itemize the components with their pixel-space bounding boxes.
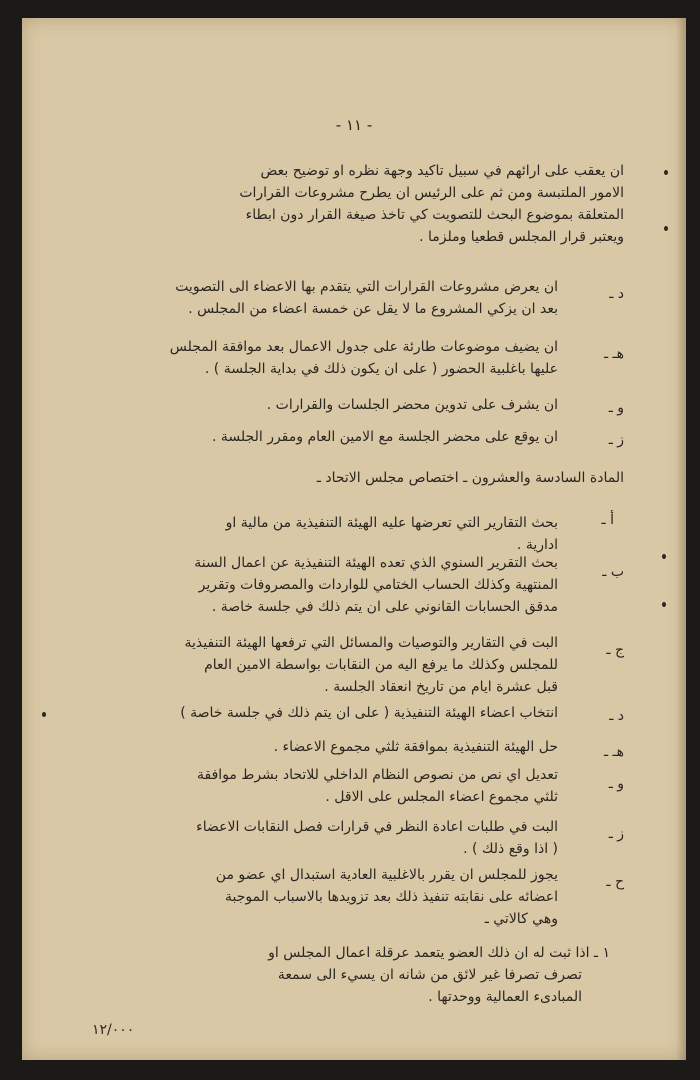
item-line: بحث التقرير السنوي الذي تعده الهيئة التنفيذية عن اعمال السنة xyxy=(194,555,558,571)
item-line: اعضائه على نقابته تنفيذ ذلك بعد تزويدها بالاسباب الموجبة xyxy=(225,889,558,905)
item-line: قبل عشرة ايام من تاريخ انعقاد الجلسة . xyxy=(324,679,558,695)
item-text xyxy=(170,336,558,380)
margin-mark xyxy=(42,712,46,717)
sub-item xyxy=(268,942,610,1008)
item-marker: و ـ xyxy=(608,776,624,792)
margin-mark xyxy=(664,170,668,175)
item-marker: أ ـ xyxy=(601,512,614,528)
item-text xyxy=(226,512,558,556)
item-line: للمجلس وكذلك ما يرفع اليه من النقابات بواسطة الامين العام xyxy=(204,657,558,673)
item-line: بحث التقارير التي تعرضها عليه الهيئة التنفيذية من مالية او xyxy=(225,515,558,531)
item-line: مدقق الحسابات القانوني على ان يتم ذلك في جلسة خاصة . xyxy=(211,599,558,615)
item-line: تعديل اي نص من نصوص النظام الداخلي للاتحاد بشرط موافقة xyxy=(197,767,558,783)
item-marker: ز ـ xyxy=(608,826,624,842)
item-text xyxy=(196,816,558,860)
item-line: بعد ان يزكي المشروع ما لا يقل عن خمسة اعضاء من المجلس . xyxy=(188,301,558,317)
item-text xyxy=(274,736,558,758)
item-line: ان يوقع على محضر الجلسة مع الامين العام ومقرر الجلسة . xyxy=(212,429,558,445)
item-text xyxy=(180,702,558,724)
item-text xyxy=(175,276,558,320)
item-text xyxy=(185,632,558,698)
item-line: انتخاب اعضاء الهيئة التنفيذية ( على ان يتم ذلك في جلسة خاصة ) xyxy=(180,705,558,721)
item-line: ثلثي مجموع اعضاء المجلس على الاقل . xyxy=(325,789,558,805)
paragraph-line: المتعلقة بموضوع البحث للتصويت كي تاخذ صيغة القرار دون ابطاء xyxy=(245,207,624,223)
item-text xyxy=(212,426,558,448)
item-marker: ح ـ xyxy=(606,874,624,890)
sub-item-line: المبادىء العمالية ووحدتها . xyxy=(428,989,582,1005)
document-page xyxy=(22,18,686,1060)
item-line: ادارية . xyxy=(516,537,558,553)
paragraph-line: ويعتبر قرار المجلس قطعيا وملزما . xyxy=(419,229,624,245)
sub-item-line: ١ ـ اذا ثبت له ان ذلك العضو يتعمد عرقلة اعمال المجلس او xyxy=(268,945,610,961)
item-line: البت في التقارير والتوصيات والمسائل التي ترفعها الهيئة التنفيذية xyxy=(184,635,558,651)
margin-mark xyxy=(662,554,666,559)
item-marker: د ـ xyxy=(609,708,624,724)
item-text xyxy=(216,864,558,930)
item-line: عليها باغلبية الحضور ( على ان يكون ذلك في بداية الجلسة ) . xyxy=(204,361,558,377)
margin-mark xyxy=(664,226,668,231)
item-marker: هـ ـ xyxy=(603,346,624,362)
item-line: ان يضيف موضوعات طارئة على جدول الاعمال بعد موافقة المجلس xyxy=(169,339,558,355)
item-marker: ب ـ xyxy=(602,564,624,580)
paragraph-top xyxy=(64,160,624,248)
item-marker: ز ـ xyxy=(608,432,624,448)
item-text xyxy=(194,552,558,618)
item-text xyxy=(197,764,558,808)
margin-mark xyxy=(662,602,666,607)
item-line: ( اذا وقع ذلك ) . xyxy=(463,841,558,857)
item-line: حل الهيئة التنفيذية بموافقة ثلثي مجموع الاعضاء . xyxy=(273,739,558,755)
item-line: يجوز للمجلس ان يقرر بالاغلبية العادية استبدال اي عضو من xyxy=(215,867,558,883)
item-marker: د ـ xyxy=(609,286,624,302)
paragraph-line: الامور الملتبسة ومن ثم على الرئيس ان يطرح مشروعات القرارات xyxy=(239,185,624,201)
sub-item-line: تصرف تصرفا غير لائق من شانه ان يسيء الى سمعة xyxy=(277,967,582,983)
item-line: وهي كالاتي ـ xyxy=(484,911,558,927)
item-line: ان يشرف على تدوين محضر الجلسات والقرارات . xyxy=(266,397,558,413)
footer-code: ١٢/٠٠٠ xyxy=(92,1022,135,1038)
item-line: البت في طلبات اعادة النظر في قرارات فصل النقابات الاعضاء xyxy=(196,819,558,835)
article-heading: المادة السادسة والعشرون ـ اختصاص مجلس الاتحاد ـ xyxy=(316,470,624,486)
item-text xyxy=(267,394,558,416)
page-number: - ١١ - xyxy=(335,116,373,134)
paragraph-line: ان يعقب على ارائهم في سبيل تاكيد وجهة نظره او توضيح بعض xyxy=(260,163,624,179)
item-marker: هـ ـ xyxy=(603,744,624,760)
item-line: المنتهية وكذلك الحساب الختامي للواردات والمصروفات وتقرير xyxy=(198,577,558,593)
item-marker: و ـ xyxy=(608,400,624,416)
item-line: ان يعرض مشروعات القرارات التي يتقدم بها الاعضاء الى التصويت xyxy=(175,279,558,295)
item-marker: ج ـ xyxy=(606,642,624,658)
